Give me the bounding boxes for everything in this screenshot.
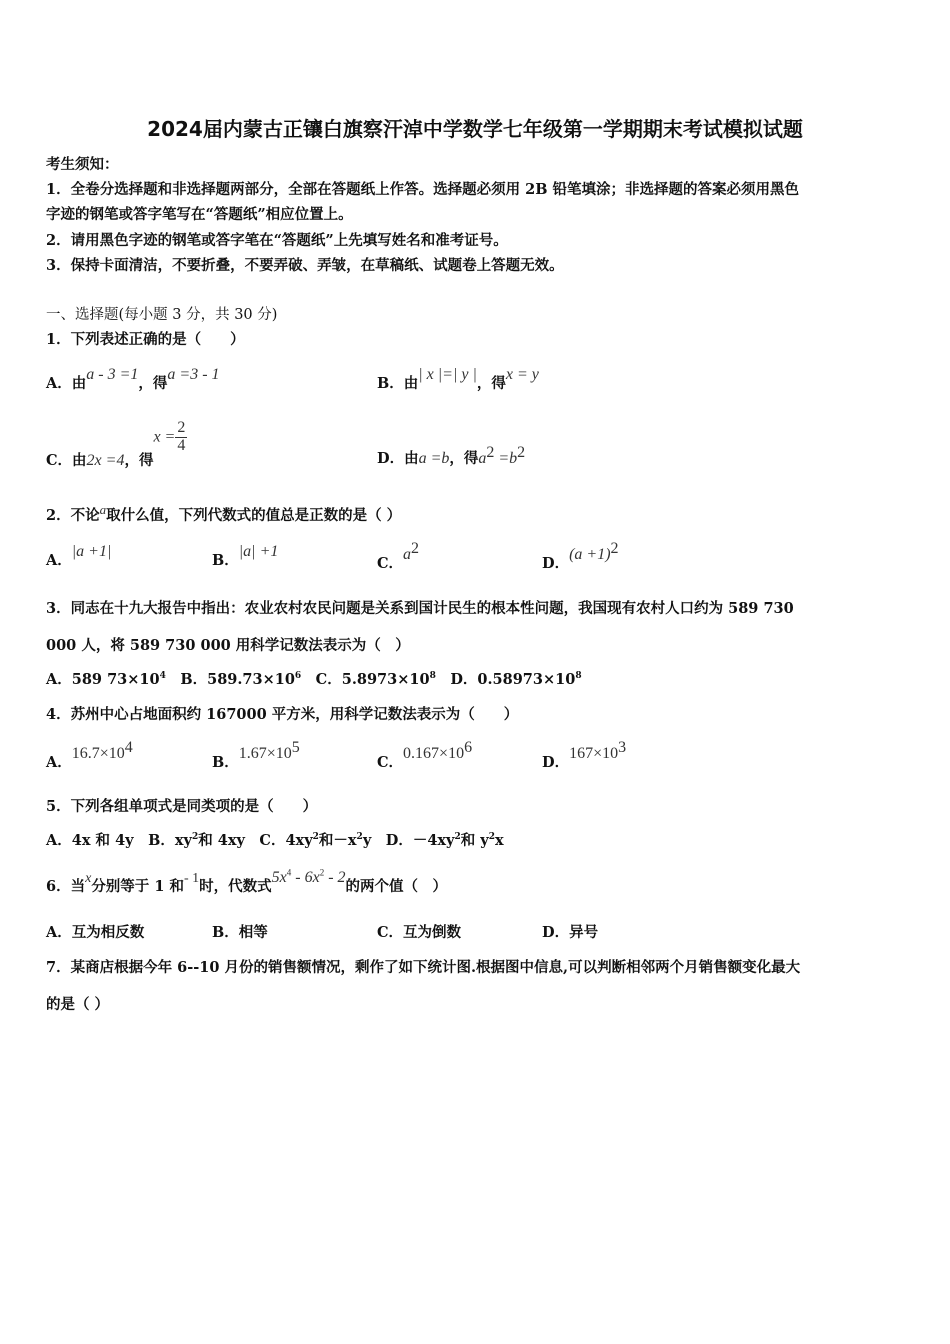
question-1-stem: 1．下列表述正确的是（ ）	[46, 331, 245, 348]
notice-item: 2．请用黑色字迹的钢笔或答字笔在“答题纸”上先填写姓名和准考证号。	[46, 232, 508, 249]
q2-option-a: A．|a +1|	[46, 543, 112, 569]
notice-heading: 考生须知：	[46, 156, 119, 173]
question-3-stem-cont: 000 人，将 589 730 000 用科学记数法表示为（ ）	[46, 637, 410, 654]
q6-option-a: A．互为相反数	[46, 924, 145, 941]
question-2-stem: 2．不论a取什么值，下列代数式的值总是正数的是（ ）	[46, 502, 402, 524]
question-3-stem: 3．同志在十九大报告中指出：农业农村农民问题是关系到国计民生的根本性问题，我国现有农村人口约为 589 730	[46, 600, 794, 617]
notice-item: 1．全卷分选择题和非选择题两部分，全部在答题纸上作答。选择题必须用 2B 铅笔填涂；非选择题的答案必须用黑色	[46, 181, 800, 198]
q2-option-d: D．$(a +1)^2$	[542, 540, 619, 572]
q1-option-a: A．由a - 3 =1，得a =3 - 1	[46, 366, 220, 392]
question-6-stem: 6．当x分别等于 1 和- 1时，代数式$5x^4 - 6x^2 - 2$的两个值（ ）	[46, 867, 448, 895]
question-5-stem: 5．下列各组单项式是同类项的是（ ）	[46, 798, 318, 815]
q4-option-d: D．$167\times 10^3$	[542, 739, 627, 771]
section-heading: 一、选择题(每小题 3 分，共 30 分)	[46, 307, 278, 323]
notice-item: 字迹的钢笔或答字笔写在“答题纸”相应位置上。	[46, 206, 353, 223]
q3-options: A．589 $73\times 10^4$ B．$589.73\times 10^6$ C．$5.8973\times 10^8$ D．$0.58973\times 10^8$	[46, 671, 582, 688]
q4-option-b: B．$1.67\times 10^5$	[212, 739, 300, 771]
q1-option-b: B．由| x |=| y |，得x = y	[377, 366, 539, 392]
q4-option-c: C．$0.167\times 10^6$	[377, 739, 473, 771]
page-title: 2024届内蒙古正镶白旗察汗淖中学数学七年级第一学期期末考试模拟试题	[147, 117, 803, 141]
q1-option-c: C．由2x =4，得x = $\frac{2}{4}$	[46, 419, 186, 470]
notice-item: 3．保持卡面清洁，不要折叠，不要弄破、弄皱，在草稿纸、试题卷上答题无效。	[46, 257, 564, 274]
q6-option-b: B．相等	[212, 924, 268, 941]
q5-options: A．4x 和 4y B．$xy^2$和 4xy C．$4xy^2$和$-x^2y$ D．$-4xy^2$和 $y^2x$	[46, 832, 504, 849]
question-4-stem: 4．苏州中心占地面积约 167000 平方米，用科学记数法表示为（ ）	[46, 706, 519, 723]
q6-option-d: D．异号	[542, 924, 599, 941]
question-7-stem: 7．某商店根据今年 6--10 月份的销售额情况，剩作了如下统计图.根据图中信息,可以判断相邻两个月销售额变化最大	[46, 959, 801, 976]
question-7-stem-cont: 的是（ ）	[46, 996, 110, 1013]
q2-option-b: B．|a| +1	[212, 543, 279, 569]
q6-option-c: C．互为倒数	[377, 924, 462, 941]
q4-option-a: A．$16.7\times 10^4$	[46, 739, 133, 771]
q1-option-d: D．由a =b，得$a^2 =b^2$	[377, 444, 526, 467]
q2-option-c: C．$a^2$	[377, 540, 420, 572]
